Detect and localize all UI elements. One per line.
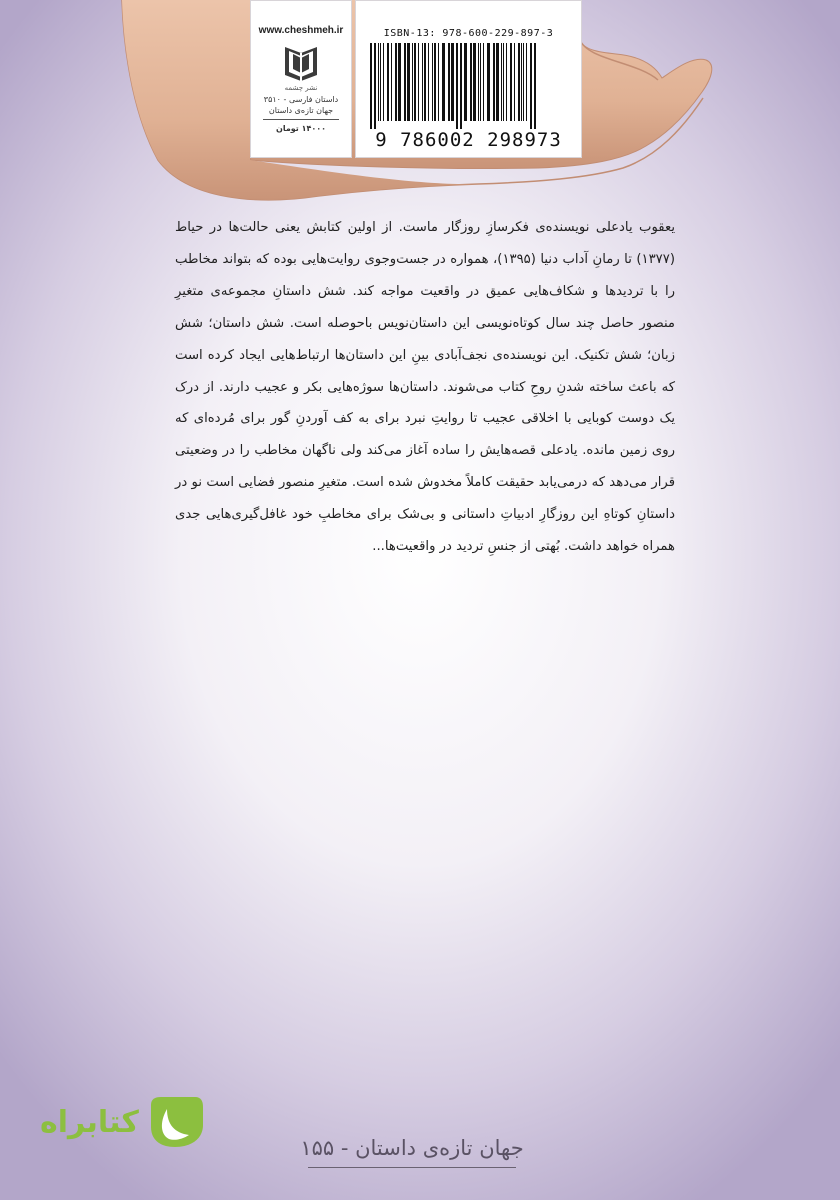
barcode-bar [404, 43, 406, 121]
back-cover-blurb: یعقوب یادعلی نویسنده‌ی فکرسازِ روزگار ماست. از اولین کتابش یعنی حالت‌ها در حیاط (۱۳۷۷) تا رمانِ آداب دنیا (۱۳۹۵)، همواره در جست‌وجوی روایت‌هایی بوده که بتواند مخاطب را با تردیدها و شکاف‌هایی عمیق در واقعیت مواجه کند. شش داستانِ مجموعه‌ی متغیرِ منصور حاصل چند سال کوتاه‌نویسی این داستان‌نویس باحوصله است. شش داستان؛ شش زبان؛ شش تکنیک. این نویسنده‌ی نجف‌آبادی بینِ این داستان‌ها ارتباط‌هایی ایجاد کرده است که باعث ساخته شدنِ روحِ کتاب می‌شوند. داستان‌ها سوژه‌هایی بکر و عجیب دارند. از درک یک دوست کوبایی با اخلاقی عجیب تا روایتِ نبرد برای به کف آوردنِ گور برای مُرده‌ای که روی زمین مانده. یادعلی قصه‌هایش را ساده آغاز می‌کند ولی ناگهان مخاطب را در وضعیتی قرار می‌دهد که درمی‌یابد حقیقت کاملاً مخدوش شده است. متغیرِ منصور فضایی است نو در داستانِ کوتاهِ این روزگارِ ادبیاتِ داستانی و بی‌شک برای مخاطبِ خود غافل‌گیری‌هایی جدی همراه خواهد داشت. بُهتی از جنسِ تردید در واقعیت‌ها... [175, 220, 675, 555]
publisher-info-box [250, 0, 352, 158]
book-price: ۱۴۰۰۰ تومان [275, 124, 326, 133]
barcode-bar [496, 43, 499, 121]
series-footer: جهان تازه‌ی داستان - ۱۵۵ [300, 1136, 524, 1160]
barcode-bar [391, 43, 392, 121]
barcode-bar [473, 43, 476, 121]
barcode-bar [506, 43, 507, 121]
barcode-bar [451, 43, 454, 121]
barcode-bar [398, 43, 401, 121]
barcode-bar [470, 43, 472, 121]
barcode-bar [460, 43, 462, 129]
barcode-bar [510, 43, 512, 121]
barcode-bar [518, 43, 520, 121]
barcode-bar [483, 43, 484, 121]
barcode-bar [387, 43, 389, 121]
isbn-label: ISBN-13: 978-600-229-897-3 [383, 28, 554, 39]
barcode-bar [448, 43, 450, 121]
barcode-bar [493, 43, 495, 121]
barcode-bar [412, 43, 413, 121]
ketabrah-wordmark: کتابراه [40, 1104, 139, 1140]
barcode-bar [418, 43, 419, 121]
series-footer-underline [308, 1167, 516, 1168]
barcode-number: 9 786002 298973 [375, 129, 562, 151]
publisher-divider [263, 119, 339, 120]
barcode-bar [434, 43, 436, 121]
barcode-bar [442, 43, 445, 121]
barcode-bar [501, 43, 502, 121]
barcode-bar [478, 43, 479, 121]
publisher-imprint: نشر چشمه [284, 84, 318, 92]
barcode-bar [456, 43, 458, 129]
barcode-bar [380, 43, 381, 121]
barcode-bar [370, 43, 372, 129]
publisher-series: جهان تازه‌ی داستان [268, 106, 334, 115]
barcode-bar [523, 43, 524, 121]
barcode-bar [514, 43, 515, 121]
ketabrah-watermark [40, 1095, 207, 1149]
barcode-bar [464, 43, 467, 121]
ketabrah-leaf-icon [145, 1095, 207, 1149]
barcode-bar [521, 43, 522, 121]
barcode-bar [534, 43, 536, 129]
barcode-bar [503, 43, 504, 121]
barcode-bars [368, 43, 568, 129]
barcode-bar [422, 43, 423, 121]
barcode-bar [432, 43, 433, 121]
barcode-bar [407, 43, 410, 121]
barcode-bar [526, 43, 527, 121]
barcode-bar [414, 43, 416, 121]
barcode-bar [424, 43, 426, 121]
barcode-bar [395, 43, 397, 121]
barcode-bar [438, 43, 439, 121]
barcode-bar [487, 43, 490, 121]
barcode-bar [374, 43, 376, 129]
barcode-box [355, 0, 582, 158]
barcode-bar [428, 43, 429, 121]
cheshmeh-book-logo-icon [281, 41, 321, 83]
barcode-bar [378, 43, 379, 121]
barcode-bar [480, 43, 481, 121]
publisher-website: www.cheshmeh.ir [258, 25, 344, 36]
publisher-category: داستان فارسی - ۳۵۱۰ [263, 95, 339, 104]
barcode-bar [383, 43, 384, 121]
barcode-bar [530, 43, 532, 129]
